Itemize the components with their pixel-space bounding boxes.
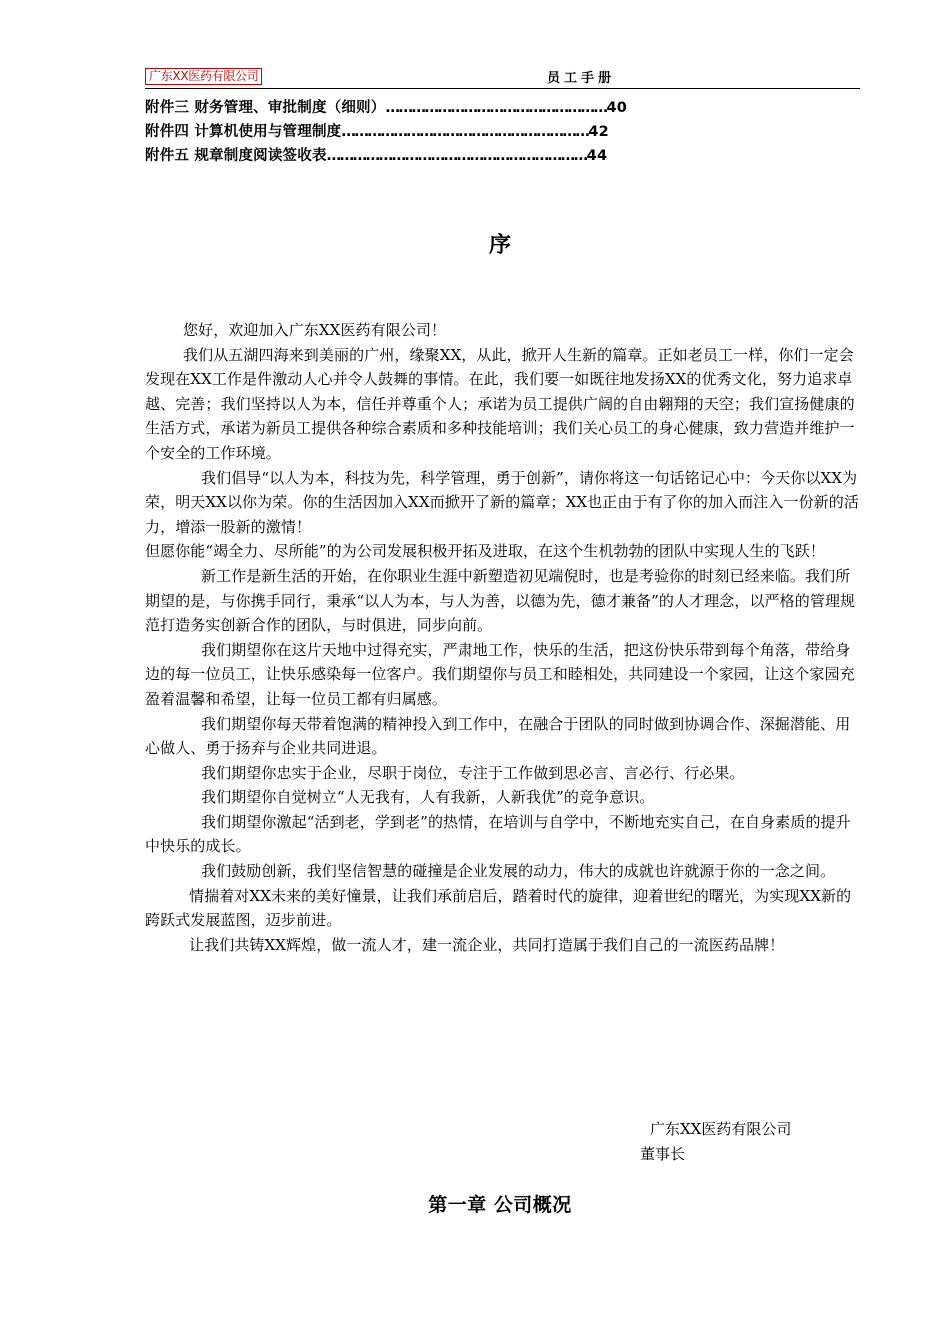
manual-title: 员工手册 xyxy=(547,71,616,86)
paragraph: 我们期望你每天带着饱满的精神投入到工作中，在融合于团队的同时做到协调合作、深掘潜能、用心做人、勇于扬弃与企业共同进退。 xyxy=(145,714,851,758)
toc-entry[interactable] xyxy=(145,120,845,144)
toc-entry[interactable] xyxy=(145,144,845,168)
table-of-contents xyxy=(145,96,845,168)
signature-role: 董事长 xyxy=(640,1145,686,1163)
toc-label: 附件五 规章制度阅读签收表 xyxy=(145,148,327,164)
paragraph: 我们期望你在这片天地中过得充实，严肃地工作，快乐的生活，把这份快乐带到每个角落，带给身边的每一位员工，让快乐感染每一位客户。我们期望你与员工和睦相处，共同建设一个家园，让这个家园充盈着温馨和希望，让每一位员工都有归属感。 xyxy=(145,640,855,708)
toc-leader: ………………………………………………… xyxy=(341,124,589,140)
toc-page: 42 xyxy=(588,124,609,140)
paragraph: 我们期望你激起“活到老，学到老”的热情，在培训与自学中，不断地充实自己，在自身素质的提升中快乐的成长。 xyxy=(145,812,851,856)
signature-company: 广东XX医药有限公司 xyxy=(650,1120,792,1138)
paragraph: 我们从五湖四海来到美丽的广州，缘聚XX，从此，掀开人生新的篇章。正如老员工一样，你们一定会发现在XX工作是件激动人心并令人鼓舞的事情。在此，我们要一如既往地发扬XX的优秀文化，努力追求卓越、完善；我们坚持以人为本，信任并尊重个人；承诺为员工提供广阔的自由翱翔的天空；我们宣扬健康的生活方式，承诺为新员工提供各种综合素质和多种技能培训；我们关心员工的身心健康，致力营造并维护一个安全的工作环境。 xyxy=(145,345,855,462)
preface-body xyxy=(145,318,865,957)
toc-leader: …………………………………………………… xyxy=(326,148,587,164)
toc-page: 40 xyxy=(606,100,628,116)
page-header xyxy=(145,66,860,89)
toc-label: 附件三 财务管理、审批制度（细则） xyxy=(145,100,386,116)
paragraph: 让我们共铸XX辉煌，做一流人才，建一流企业，共同打造属于我们自己的一流医药品牌！ xyxy=(189,935,785,954)
company-tag: 广东XX医药有限公司 xyxy=(145,68,262,85)
paragraph: 但愿你能“竭全力、尽所能”的为公司发展积极开拓及进取，在这个生机勃勃的团队中实现人生的飞跃！ xyxy=(145,542,825,561)
paragraph: 新工作是新生活的开始，在你职业生涯中新塑造初见端倪时，也是考验你的时刻已经来临。我们所期望的是，与你携手同行，秉承“以人为本，与人为善，以德为先，德才兼备”的人才理念，以严格的管理规范打造务实创新合作的团队，与时俱进，同步向前。 xyxy=(145,566,856,635)
toc-leader: …………………………………………… xyxy=(385,100,607,116)
paragraph: 我们鼓励创新，我们坚信智慧的碰撞是企业发展的动力，伟大的成就也许就源于你的一念之间。 xyxy=(201,862,836,881)
paragraph: 情揣着对XX未来的美好憧景，让我们承前启后，踏着时代的旋律，迎着世纪的曙光，为实现XX新的跨跃式发展蓝图，迈步前进。 xyxy=(145,886,852,930)
signature-block xyxy=(640,1117,791,1167)
toc-page: 44 xyxy=(586,148,608,164)
paragraph: 我们倡导“以人为本，科技为先，科学管理，勇于创新”，请你将这一句话铭记心中：今天你以XX为荣，明天XX以你为荣。你的生活因加入XX而掀开了新的篇章；XX也正由于有了你的加入而注入一份新的活力，增添一股新的激情！ xyxy=(145,468,859,536)
paragraph: 我们期望你自觉树立“人无我有，人有我新，人新我优”的竞争意识。 xyxy=(201,788,655,807)
toc-entry[interactable] xyxy=(145,96,845,120)
paragraph: 我们期望你忠实于企业，尽职于岗位，专注于工作做到思必言、言必行、行必果。 xyxy=(201,763,745,782)
toc-label: 附件四 计算机使用与管理制度 xyxy=(145,124,342,140)
paragraph: 您好，欢迎加入广东XX医药有限公司！ xyxy=(183,321,447,339)
preface-title: 序 xyxy=(488,233,511,258)
chapter-title: 第一章 公司概况 xyxy=(428,1194,572,1216)
